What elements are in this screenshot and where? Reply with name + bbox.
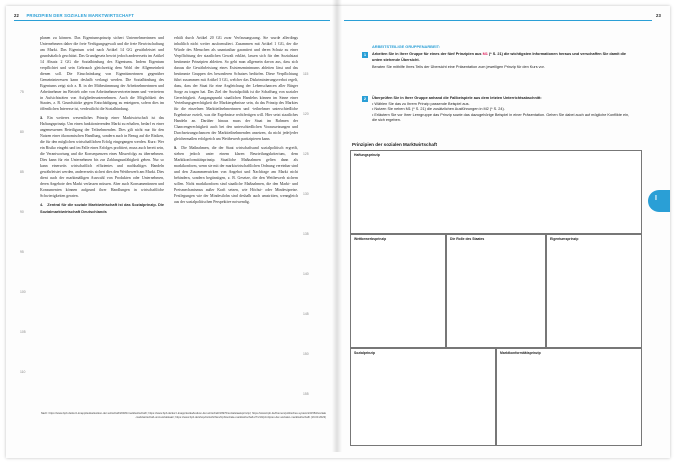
box-label: Wettbewerbsprinzip — [354, 237, 387, 241]
item-text: Ein weiteres wesentliches Prinzip einer Marktwirtschaft ist das Haftungsprinzip. Um einen funktionierenden Markt zu erhalten, bedarf es einer angemessenen Beteiligung der Teilnehmenden. Dies gilt nicht nur für den Nutzen einer ökonomischen Handlung, sondern auch in Bezug auf die Risiken, die für den möglichen wirtschaftlichen Erfolg eingegangen werden. Kurz: Wer ein Risiko eingeht und im Falle eines Erfolges profitiert, muss auch bereit sein, die Verantwortung und die Konsequenzen eines Misserfolgs zu übernehmen. Dies kann für ein Unternehmen bis zur Zahlungsunfähigkeit gehen. Nur so kann einerseits wirtschaftlich effizientes und nachhaltiges Handeln gewährleistet werden, andererseits sichert dies den Wettbewerb am Markt. Dies dient auch der marktmäßigen Auswahl von Produkten oder Unternehmen, deren Angebote den Markt verlassen müssen. Aber auch Konsumentinnen und Konsumenten können aufgrund ihrer Handlungen in wirtschaftliche Schwierigkeiten geraten. — [40, 116, 164, 198]
line-number: 120 — [303, 112, 309, 116]
list-item-5 — [174, 145, 298, 206]
left-page-title: PRINZIPIEN DER SOZIALEN MARKTWIRTSCHAFT — [26, 13, 135, 18]
line-number: 130 — [303, 192, 309, 196]
line-number: 85 — [20, 170, 24, 174]
paragraph-sozialstaat: erhält durch Artikel 20 GG zwar Verfassungsrang. Sie wurde allerdings inhaltlich nicht weiter ausformuliert. Zusammen mit Artikel 1 GG, der die Würde des Menschen als unantastbar garantiert und deren Schutz zu einer Verpflichtung der staatlichen Gewalt erklärt, lassen sich für den Sozialstaat bestimmte Prinzipien ableiten. So geht man allgemein davon aus, dass sich daraus die Gewährleistung eines Existenzminimums ableiten lässt und das bestimmte Gruppen des besonderen Schutzes bedürfen. Diese Verpflichtung führt zusammen mit Artikel 3 GG, welcher das Diskriminierungsverbot regelt, dazu, dass der Staat für eine Angleichung der Lebenschancen aller Bürger Sorge zu tragen hat. Das Ziel der Sozialpolitik ist die Schaffung von sozialer Gerechtigkeit. Ausgangspunkt staatlichen Handelns können im Sinne einer Verteilungsgerechtigkeit die Marktergebnisse sein, da das Prinzip des Marktes für die einzelnen Marktteilnehmerinnen und -teilnehmer unterschiedliche Ergebnisse erzielt, was die Ergebnisse rechtfertigen will. Hier setzt staatliches Handeln an. Darüber hinaus muss der Staat im Rahmen der Chancengerechtigkeit auch bei den unterschiedlichen Voraussetzungen und Durchsetzungschancen der Marktteilnehmenden ansetzen, da nicht jede/jeder gleichermaßen erfolgreich am Wettbewerb partizipieren kann. — [174, 36, 298, 142]
box-eigentumsprinzip[interactable] — [546, 234, 642, 348]
box-label: Haftungsprinzip — [354, 153, 380, 157]
line-number: 145 — [303, 312, 309, 316]
diagram-title: Prinzipien der sozialen Marktwirtschaft — [352, 142, 438, 147]
line-number: 80 — [20, 130, 24, 134]
task-2 — [363, 96, 632, 124]
chapter-tab[interactable] — [648, 190, 670, 212]
task-2-bullet: • Wählen Sie das zu Ihrem Prinzip passende Beispiel aus. — [372, 102, 632, 108]
task-1-lead: Arbeiten Sie in Ihrer Gruppe für eines der fünf Prinzipien aus — [372, 52, 482, 56]
chapter-tab-letter: I — [655, 195, 657, 202]
left-page-number: 22 — [14, 13, 20, 18]
task-2-bullet: • Nutzen Sie neben M1 (* S. 21) die zusätzlichen Ausführungen in M2 (* S. 24). — [372, 107, 632, 113]
task-1 — [363, 52, 632, 71]
line-number: 75 — [20, 90, 24, 94]
item-number: 5. — [174, 145, 178, 151]
box-wettbewerbsprinzip[interactable] — [350, 234, 446, 348]
task-1-sub: Beraten Sie mithilfe Ihres Teils der Übersicht eine Präsentation zum jeweiligen Prinzip für den Kurs vor. — [372, 65, 545, 70]
line-number: 100 — [20, 290, 26, 294]
item-text: Zentral für die soziale Marktwirtschaft ist das Sozialprinzip. Die Sozialmarktwirtschaft Deutschlands — [40, 201, 164, 214]
task-1-ref-tail: (* S. 21) die wichtigsten Informationen heraus und verschaffen Sie damit die unten stehende Übersicht. — [372, 52, 627, 62]
left-column-2 — [174, 36, 298, 208]
item-number: 3. — [40, 115, 44, 121]
list-item-4 — [40, 202, 164, 216]
box-label: Die Rolle des Staates — [450, 237, 485, 241]
line-number: 115 — [303, 72, 309, 76]
line-number: 135 — [303, 232, 309, 236]
item-number: 4. — [40, 201, 44, 207]
box-haftungsprinzip[interactable] — [350, 150, 642, 234]
task-1-ref: M1 — [482, 52, 488, 56]
source-footnote: Nach: https://www.bpb.de/kurz-knapp/lexika/lexikon-der-wirtschaft/20481/marktwirtschaft/; https://www.bpb.de/kurz-knapp/lexika/lexikon-der-wirtschaft/19970/sozialstaatsprinzip/; https://www.bpb.de/themen/politisches-system/241584/soziale-marktwirtschaft-und-sozialstaat/; https://www.bpb.de/shop/zeitschriften/izpb/soziale-marktwirtschaft-271/10/prinzipien-der-sozialen-marktwirtschaft/ (19.03.2023) — [40, 412, 326, 419]
line-number: 105 — [20, 330, 26, 334]
left-page-header — [14, 13, 134, 18]
book-gutter — [332, 0, 342, 452]
item-text: Die Maßnahmen, die der Staat wirtschaftsund sozialpolitisch ergreift, stehen jedoch unter einem klaren Beurteilungskriterium, dem Marktkonformitätsprinzip. Staatliche Maßnahmen gelten dann als marktkonform, wenn sie mit der marktwirtschaftlichen Ordnung vereinbar sind und den Zusammenwirken von Angebot und Nachfrage am Markt nicht behindern, sondern begünstigen, z. B. Gesetze, die den Wettbewerb sichern sollen. Nicht marktkonform sind staatliche Maßnahmen, die den Markt- und Preismechanismus außer Kraft setzen, wie Höchst- oder Mindestpreise. Festlegungen wie der Mindestlohn sind deshalb auch umstritten, wenngleich aus der sozialpolitischen Perspektive notwendig. — [174, 146, 298, 204]
line-number: 110 — [20, 370, 26, 374]
box-label: Eigentumsprinzip — [550, 237, 579, 241]
task-2-bullet: • Erläutern Sie vor Ihrer Lerngruppe das Prinzip sowie das dazugehörige Beispiel in einer Präsentation. Gehen Sie dabei auch auf mögliche Konflikte ein, die sich ergeben. — [372, 113, 632, 124]
task-2-list — [372, 102, 632, 124]
paragraph-eigentum: planen zu können. Das Eigentumsprinzip sichert Unternehmerinnen und Unternehmern daher die freie Verfügungsgewalt und die freie Bewirtschaftung am Markt. Das Eigentum wird nach Artikel 14 GG gewährleistet und grundsätzlich geschützt. Das Grundgesetz bewirt jedoch andererseits im Artikel 14 Absatz 2 GG die Sozialbindung des Eigentums. Indem Eigentum verpflichtet und sein Gebrauch gleichzeitig dem Wohl der Allgemeinheit dienen soll. Die Einschränkung von Eigentümerinnen gegenüber Gemeininteressen kann deshalb verlangt werden. Die Sozialbindung des Eigentums zeigt sich z. B. in der Mitbestimmung der Arbeitnehmerinnen und Arbeitnehmer im Betrieb oder von Arbeitnehmervertreterinnen und -vertretern in Aufsichtsräten von Aufgliederunternehmen. Auch die Möglichkeit des Staates, z. B. Grundstücke gegen Entschädigung zu enteignen, sofern dies im öffentlichen Interesse ist, verdeutlicht die Sozialbindung. — [40, 36, 164, 112]
box-marktkonformitaetsprinzip[interactable] — [496, 348, 642, 446]
box-sozialprinzip[interactable] — [350, 348, 496, 446]
left-header-rule — [14, 20, 330, 21]
right-header-rule — [344, 20, 652, 21]
task-heading: ARBEITSTEILIGE GRUPPENARBEIT: — [372, 44, 440, 49]
task-2-badge: 2 — [363, 96, 367, 101]
box-label: Marktkonformitätsprinzip — [500, 351, 541, 355]
task-2-lead: Überprüfen Sie in Ihrer Gruppe anhand die Fallbeispiele aus dem letzten Unterrichtsabschnitt: — [372, 96, 542, 100]
line-number: 150 — [303, 352, 309, 356]
task-1-badge: 1 — [363, 52, 367, 57]
line-number: 90 — [20, 210, 24, 214]
box-rolle-des-staates[interactable] — [446, 234, 546, 348]
line-number: 155 — [303, 392, 309, 396]
list-item-3 — [40, 115, 164, 199]
box-label: Sozialprinzip — [354, 351, 375, 355]
line-number: 95 — [20, 250, 24, 254]
left-column-1 — [40, 36, 164, 218]
line-number: 140 — [303, 272, 309, 276]
line-number: 125 — [303, 152, 309, 156]
right-page-number: 23 — [655, 13, 661, 18]
